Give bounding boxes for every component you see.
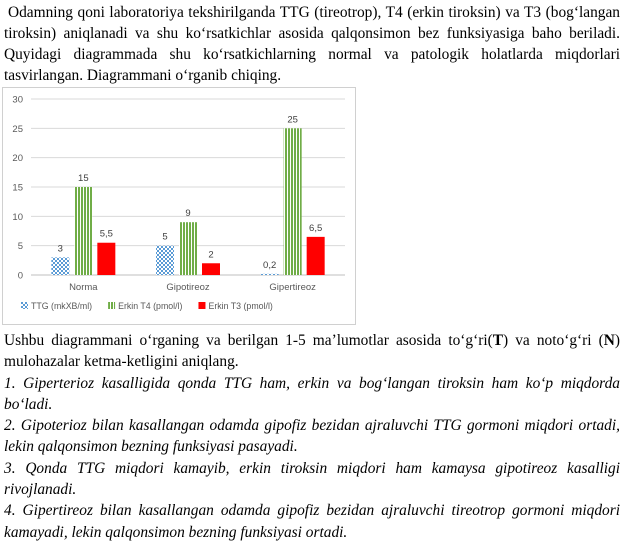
bar-3-1 xyxy=(97,243,115,275)
data-label: 5,5 xyxy=(99,228,113,240)
true-letter: T xyxy=(492,332,504,349)
data-label: 25 xyxy=(287,114,298,126)
data-label: 15 xyxy=(78,173,89,184)
data-label: 3 xyxy=(57,243,63,255)
legend-label-2: Erkin T4 (pmol/l) xyxy=(118,301,183,311)
statement-4: 4. Gipertireoz bilan kasallangan odamda gipofiz bezidan ajraluvchi tireotrop gormoni miqdori kamayadi, lekin qalqonsimon bezning funksiyasi ortadi. xyxy=(4,502,620,541)
questions-block xyxy=(4,330,620,543)
bar-1-3 xyxy=(261,274,279,275)
data-label: 6,5 xyxy=(309,222,323,234)
y-tick-label: 15 xyxy=(12,182,23,194)
y-tick-label: 30 xyxy=(12,94,23,106)
data-label: 2 xyxy=(208,249,214,261)
x-category-label: Norma xyxy=(69,282,98,293)
instruction xyxy=(4,330,620,373)
bar-chart xyxy=(2,87,356,325)
intro-paragraph: Odamning qoni laboratoriya tekshirilganda TTG (tireotrop), T4 (erkin tiroksin) va T3 (bog‘langan tiroksin) aniqlanadi va shu ko‘rsatkichlar asosida qalqonsimon bez funksiyasiga baho beriladi. Quyidagi diagrammada shu ko‘rsatkichlarning normal va patologik holatlarda miqdorlari tasvirlangan. Diagrammani o‘rganib chiqing. xyxy=(4,4,620,84)
bar-3-2 xyxy=(202,263,220,275)
statement-3: 3. Qonda TTG miqdori kamayib, erkin tiroksin miqdori ham kamaysa gipotireoz kasalligi rivojlanadi. xyxy=(4,459,620,499)
instruction-part3: ) mulohazalar ketma-ketligini aniqlang. xyxy=(4,332,620,371)
bar-2-3 xyxy=(284,128,302,275)
data-label: 0,2 xyxy=(263,259,277,271)
data-label: 9 xyxy=(185,208,191,220)
y-tick-label: 10 xyxy=(12,211,23,223)
x-category-label: Gipotireoz xyxy=(166,282,210,293)
false-letter: N xyxy=(603,332,615,349)
instruction-part2: ) va noto‘g‘ri ( xyxy=(503,332,604,349)
instruction-part1: Ushbu diagrammani o‘rganing va berilgan 1-5 ma’lumotlar asosida to‘g‘ri( xyxy=(4,332,493,349)
bar-1-2 xyxy=(156,246,174,275)
data-label: 5 xyxy=(162,231,168,243)
statement-2: 2. Gipoterioz bilan kasallangan odamda gipofiz bezidan ajraluvchi TTG gormoni miqdori ortadi, lekin qalqonsimon bezning funksiyasi pasayadi. xyxy=(4,417,620,456)
legend-label-1: TTG (mkXB/ml) xyxy=(31,301,93,311)
bar-2-2 xyxy=(179,222,197,275)
legend-label-3: Erkin T3 (pmol/l) xyxy=(208,301,273,311)
y-tick-label: 20 xyxy=(12,153,23,165)
bar-1-1 xyxy=(51,257,69,275)
bar-2-1 xyxy=(74,187,92,275)
y-tick-label: 0 xyxy=(17,270,23,282)
y-tick-label: 25 xyxy=(12,123,23,135)
statement-1: 1. Giperterioz kasalligida qonda TTG ham, erkin va bog‘langan tiroksin ham ko‘p miqdorda bo‘ladi. xyxy=(4,374,620,413)
chart-canvas xyxy=(3,88,355,324)
y-tick-label: 5 xyxy=(17,241,23,253)
legend-swatch-2 xyxy=(108,302,115,309)
intro-text xyxy=(4,2,620,86)
legend-swatch-3 xyxy=(198,302,205,309)
legend-swatch-1 xyxy=(21,302,28,309)
bar-3-3 xyxy=(307,237,325,275)
x-category-label: Gipertireoz xyxy=(269,282,316,293)
